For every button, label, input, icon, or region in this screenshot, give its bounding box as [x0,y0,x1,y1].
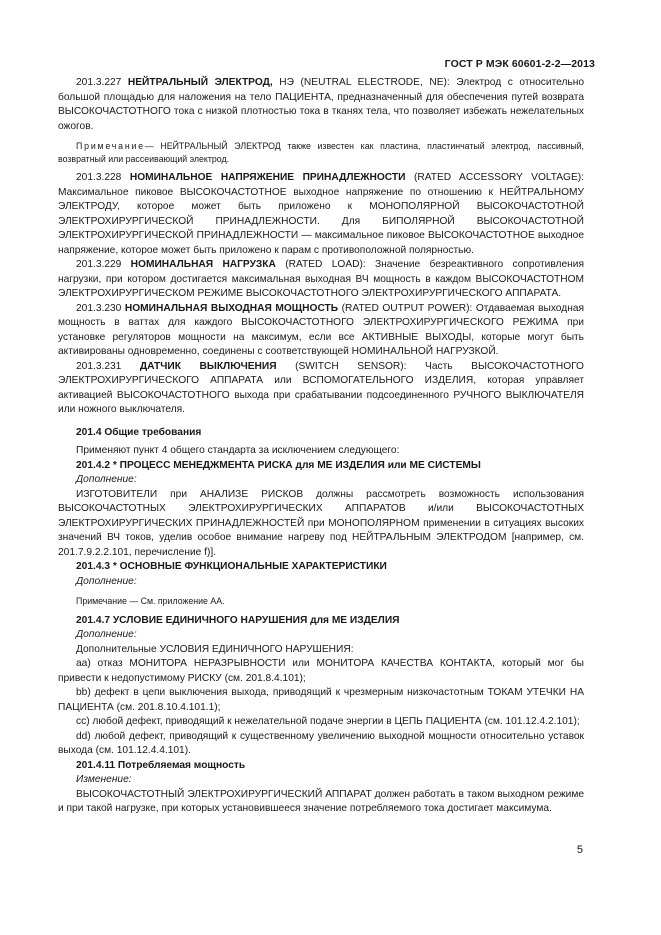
section-heading-201-4: 201.4 Общие требования [76,426,202,438]
term: НЕЙТРАЛЬНЫЙ ЭЛЕКТРОД, [127,77,273,88]
section-heading-201-4-3: 201.4.3 * ОСНОВНЫЕ ФУНКЦИОНАЛЬНЫЕ ХАРАКТЕРИСТИКИ [76,561,387,572]
subheading-change: Изменение: [76,774,132,785]
document-header: ГОСТ Р МЭК 60601-2-2—2013 [444,58,595,70]
section-heading-201-4-2: 201.4.2 * ПРОЦЕСС МЕНЕДЖМЕНТА РИСКА для МЕ ИЗДЕЛИЯ или МЕ СИСТЕМЫ [76,459,481,471]
paragraph: ИЗГОТОВИТЕЛИ при АНАЛИЗЕ РИСКОВ должны рассмотреть возможность использования ВЫСОКОЧАСТОТНЫХ ЭЛЕКТРОХИРУРГИЧЕСКИХ АППАРАТОВ и/или ВЫСОКОЧАСТОТНЫХ ЭЛЕКТРОХИРУРГИЧЕСКИХ ПРИНАДЛЕЖНОСТЕЙ при МОНОПОЛЯРНОМ применении в ситуациях высоких значений ВЧ токов, уделив особое внимание нагреву под НЕЙТРАЛЬНЫМ ЭЛЕКТРОДОМ [например, см. 201.7.9.2.2.101, перечисление f)]. [58,488,584,558]
term: НОМИНАЛЬНАЯ НАГРУЗКА [130,259,276,270]
term: НОМИНАЛЬНАЯ ВЫХОДНАЯ МОЩНОСТЬ [124,302,339,314]
definition-201-3-230: 201.3.230 НОМИНАЛЬНАЯ ВЫХОДНАЯ МОЩНОСТЬ (RATED OUTPUT POWER): Отдаваемая выходная мощность в ваттах для каждого ВЫСОКОЧАСТОТНОГО ЭЛЕКТРОХИРУРГИЧЕСКОГО РЕЖИМА при установке регуляторов мощности на максимум, если все АКТИВНЫЕ ВЫХОДЫ, которые могут быть активированы одновременно, соединены с соответствующей НОМИНАЛЬНОЙ НАГРУЗКОЙ. [58,302,584,357]
subheading-addition: Дополнение: [76,629,137,640]
paragraph: ВЫСОКОЧАСТОТНЫЙ ЭЛЕКТРОХИРУРГИЧЕСКИЙ АППАРАТ должен работать в таком выходном режиме и при такой нагрузке, при которых установившееся значение потребляемого тока достигает максимума. [58,788,584,814]
note-201-3-227: Примечание— НЕЙТРАЛЬНЫЙ ЭЛЕКТРОД также известен как пластина, пластинчатый электрод, пассивный, возвратный или рассеивающий электрод. [58,141,584,164]
page-body [58,76,584,817]
definition-201-3-231: 201.3.231 ДАТЧИК ВЫКЛЮЧЕНИЯ (SWITCH SENSOR): Часть ВЫСОКОЧАСТОТНОГО ЭЛЕКТРОХИРУРГИЧЕСКОГО АППАРАТА или ВСПОМОГАТЕЛЬНОГО ИЗДЕЛИЯ, которая управляет активацией ВЫСОКОЧАСТОТНОГО выхода при срабатывании подсоединенного РУЧНОГО ВЫКЛЮЧАТЕЛЯ или ножного выключателя. [58,360,584,415]
subheading-addition: Дополнение: [76,474,137,485]
term: ДАТЧИК ВЫКЛЮЧЕНИЯ [139,360,277,372]
definition-201-3-228: 201.3.228 НОМИНАЛЬНОЕ НАПРЯЖЕНИЕ ПРИНАДЛЕЖНОСТИ (RATED ACCESSORY VOLTAGE): Максимальное пиковое ВЫСОКОЧАСТОТНОЕ выходное напряжение по отношению к НЕЙТРАЛЬНОМУ ЭЛЕКТРОДУ, которое может быть приложено к МОНОПОЛЯРНОЙ ВЫСОКОЧАСТОТНОЙ ЭЛЕКТРОХИРУРГИЧЕСКОЙ ПРИНАДЛЕЖНОСТИ. Для БИПОЛЯРНОЙ ВЫСОКОЧАСТОТНОЙ ЭЛЕКТРОХИРУРГИЧЕСКОЙ ПРИНАДЛЕЖНОСТИ — максимальное пиковое ВЫСОКОЧАСТОТНОЕ выходное напряжение, которое может быть приложено к парам с противоположной полярностью. [58,172,584,256]
paragraph: Дополнительные УСЛОВИЯ ЕДИНИЧНОГО НАРУШЕНИЯ: [76,643,354,655]
subheading-addition: Дополнение: [76,575,137,587]
section-heading-201-4-11: 201.4.11 Потребляемая мощность [76,759,246,771]
section-heading-201-4-7: 201.4.7 УСЛОВИЕ ЕДИНИЧНОГО НАРУШЕНИЯ для МЕ ИЗДЕЛИЯ [76,614,400,626]
list-item: bb) дефект в цепи выключения выхода, приводящий к чрезмерным низкочастотным ТОКАМ УТЕЧКИ НА ПАЦИЕНТА (см. 201.8.10.4.101.1); [58,687,584,713]
definition-201-3-227: 201.3.227 НЕЙТРАЛЬНЫЙ ЭЛЕКТРОД, НЭ (NEUTRAL ELECTRODE, NE): Электрод с относительно большой площадью для наложения на тело ПАЦИЕНТА, предназначенный для обеспечения путей возврата ВЫСОКОЧАСТОТНОГО тока с низкой плотностью тока в тканях тела, что позволяет избежать нежелательных ожогов. [58,77,584,132]
note-201-4-3: Примечание — См. приложение АА. [76,596,225,606]
definition-201-3-229: 201.3.229 НОМИНАЛЬНАЯ НАГРУЗКА (RATED LOAD): Значение безреактивного сопротивления нагрузки, при котором достигается максимальная выходная ВЧ мощность в каждом ВЫСОКОЧАСТОТНОМ ЭЛЕКТРОХИРУРГИЧЕСКОМ РЕЖИМЕ ВЫСОКОЧАСТОТНОГО ЭЛЕКТРОХИРУРГИЧЕСКОГО АППАРАТА. [58,259,584,299]
paragraph: Применяют пункт 4 общего стандарта за исключением следующего: [76,445,400,456]
list-item: аа) отказ МОНИТОРА НЕРАЗРЫВНОСТИ или МОНИТОРА КАЧЕСТВА КОНТАКТА, который мог бы привести к недопустимому РИСКУ (см. 201.8.4.101); [58,658,584,684]
list-item: сс) любой дефект, приводящий к нежелательной подаче энергии в ЦЕПЬ ПАЦИЕНТА (см. 101.12.4.2.101); [76,716,580,727]
list-item: dd) любой дефект, приводящий к существенному увеличению выходной мощности относительно уставок выхода (см. 101.12.4.4.101). [58,730,584,756]
page-number: 5 [576,844,583,856]
term: НОМИНАЛЬНОЕ НАПРЯЖЕНИЕ ПРИНАДЛЕЖНОСТИ [129,172,406,183]
